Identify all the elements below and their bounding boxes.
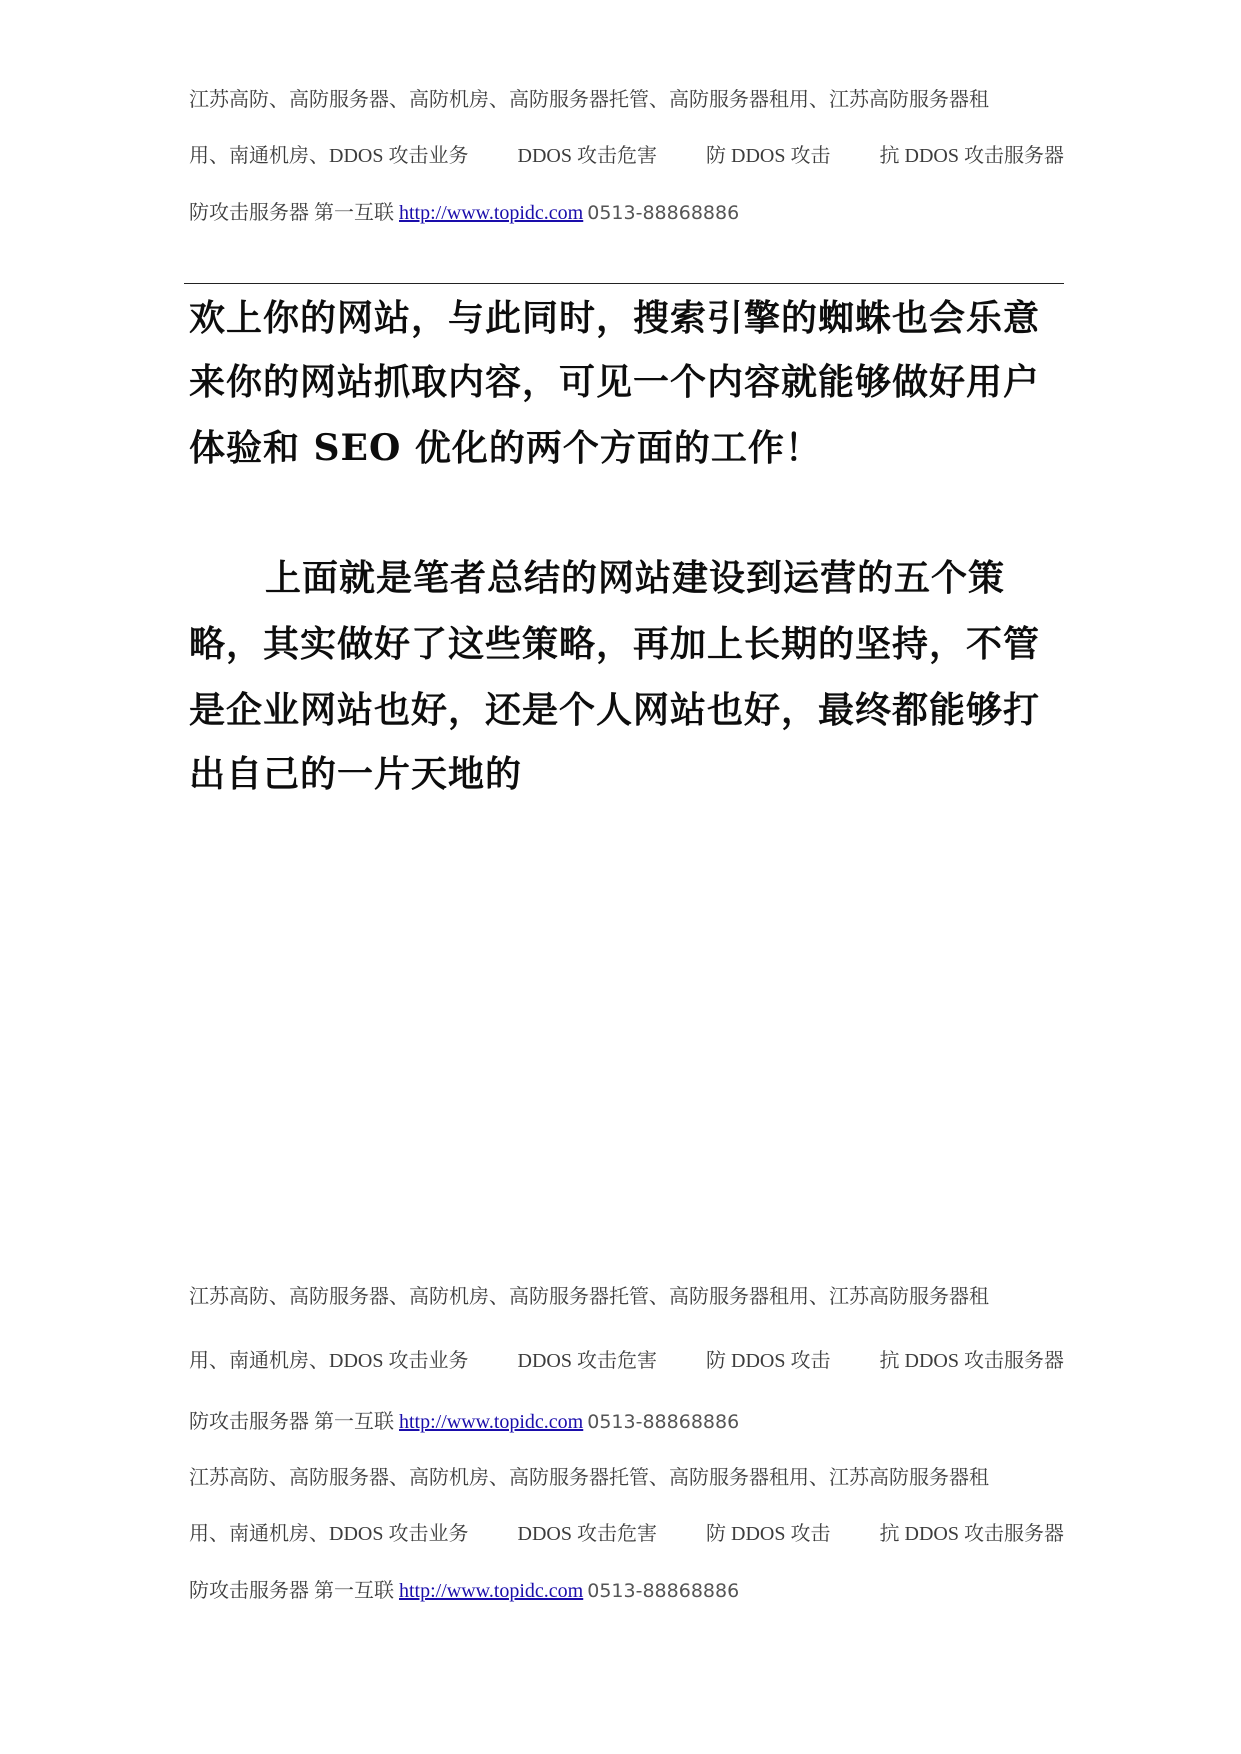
header-ad-company: 防攻击服务器 第一互联 [189,202,399,224]
footer-ad-1-line-2 [189,1349,1064,1373]
footer-phone-number: 0513-88868886 [587,1580,740,1602]
footer-ad-2-line-3 [189,1579,739,1603]
footer-ad-company: 防攻击服务器 第一互联 [189,1411,399,1433]
footer-ad-company: 防攻击服务器 第一互联 [189,1580,399,1602]
paragraph-2-line: 是企业网站也好，还是个人网站也好，最终都能够打 [189,689,1041,731]
header-ad-line-3 [189,201,739,225]
paragraph-1-line: 体验和 SEO 优化的两个方面的工作！ [189,427,822,469]
footer-website-link[interactable]: http://www.topidc.com [399,1411,584,1433]
header-phone-number: 0513-88868886 [587,202,740,224]
header-ad-keyword: DDOS 攻击危害 [517,145,657,167]
footer-ad-1-line-1-text: 江苏高防、高防服务器、高防机房、高防服务器托管、高防服务器租用、江苏高防服务器租 [189,1286,989,1308]
footer-ad-keyword: 抗 DDOS 攻击服务器 [879,1523,1064,1545]
footer-ad-1-line-1 [189,1285,1064,1309]
footer-ad-keyword: DDOS 攻击危害 [517,1350,657,1372]
paragraph-1-line: 来你的网站抓取内容，可见一个内容就能够做好用户 [189,361,1041,403]
footer-ad-keyword: 抗 DDOS 攻击服务器 [879,1350,1064,1372]
header-website-link[interactable]: http://www.topidc.com [399,202,584,224]
paragraph-2-line: 出自己的一片天地的 [189,753,523,795]
footer-ad-keyword: 防 DDOS 攻击 [706,1523,831,1545]
footer-website-link[interactable]: http://www.topidc.com [399,1580,584,1602]
header-ad-line-2 [189,144,1064,168]
paragraph-1-line: 欢上你的网站，与此同时，搜索引擎的蜘蛛也会乐意 [189,297,1041,339]
footer-ad-1-line-3 [189,1410,739,1434]
footer-ad-keyword: DDOS 攻击危害 [517,1523,657,1545]
header-divider [184,283,1064,284]
header-ad-line-1 [189,88,1064,112]
header-ad-keyword: 用、南通机房、DDOS 攻击业务 [189,145,469,167]
footer-ad-2-line-2 [189,1522,1064,1546]
header-ad-keyword: 防 DDOS 攻击 [706,145,831,167]
header-ad-line-1-text: 江苏高防、高防服务器、高防机房、高防服务器托管、高防服务器租用、江苏高防服务器租 [189,89,989,111]
footer-ad-2-line-1 [189,1466,1064,1490]
paragraph-2-line: 上面就是笔者总结的网站建设到运营的五个策 [265,557,1006,599]
footer-ad-keyword: 用、南通机房、DDOS 攻击业务 [189,1523,469,1545]
header-ad-keyword: 抗 DDOS 攻击服务器 [879,145,1064,167]
footer-phone-number: 0513-88868886 [587,1411,740,1433]
footer-ad-keyword: 用、南通机房、DDOS 攻击业务 [189,1350,469,1372]
footer-ad-keyword: 防 DDOS 攻击 [706,1350,831,1372]
footer-ad-2-line-1-text: 江苏高防、高防服务器、高防机房、高防服务器托管、高防服务器租用、江苏高防服务器租 [189,1467,989,1489]
paragraph-2-line: 略，其实做好了这些策略，再加上长期的坚持，不管 [189,623,1041,665]
